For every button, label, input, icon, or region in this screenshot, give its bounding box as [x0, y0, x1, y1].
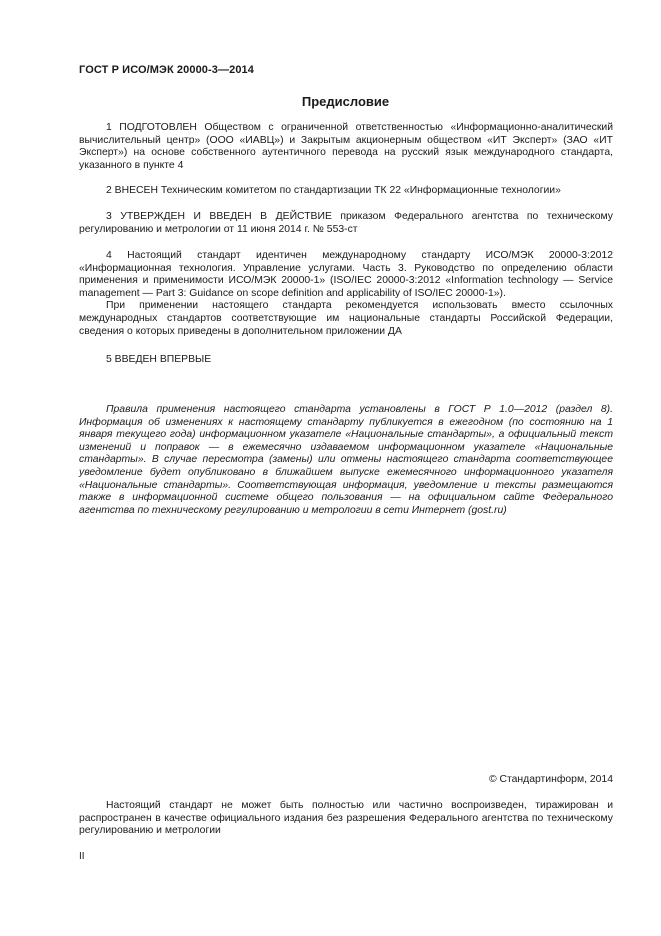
- copyright: © Стандартинформ, 2014: [488, 774, 613, 785]
- item-1-block: [79, 122, 613, 172]
- item-4-note: При применении настоящего стандарта рекомендуется использовать вместо ссылочных международных стандартов соответствующие им национальные стандарты Российской Федерации, сведения о которых приведены в дополнительном приложении ДА: [79, 300, 613, 337]
- document-header: ГОСТ Р ИСО/МЭК 20000-3—2014: [79, 64, 254, 76]
- item-1: 1 ПОДГОТОВЛЕН Обществом с ограниченной ответственностью «Информационно-аналитический вычислительный центр» (ООО «ИАВЦ») и Закрытым акционерным обществом «ИТ Эксперт» (ЗАО «ИТ Эксперт») на основе собственного аутентичного перевода на русский язык международного стандарта, указанного в пункте 4: [79, 122, 613, 171]
- item-2: 2 ВНЕСЕН Техническим комитетом по стандартизации ТК 22 «Информационные технологии»: [106, 185, 561, 196]
- item-3-block: [79, 211, 613, 236]
- rights-block: [79, 800, 613, 838]
- page-number: II: [79, 851, 85, 862]
- page-title: Предисловие: [301, 94, 390, 109]
- notice-block: [79, 404, 613, 517]
- item-5-block: [79, 354, 613, 367]
- notice-text: Правила применения настоящего стандарта установлены в ГОСТ Р 1.0—2012 (раздел 8). Информация об изменениях к настоящему стандарту публикуется в ежегодном (по состоянию на 1 января текущего года) информационном указателе «Национальные стандарты», а официальный текст изменений и поправок — в ежемесячно издаваемом информационном указателе «Национальные стандарты». В случае пересмотра (замены) или отмены настоящего стандарта соответствующее уведомление будет опубликовано в ближайшем выпуске ежемесячного информационного указателя «Национальные стандарты». Соответствующая информация, уведомление и тексты размещаются также в информационной системе общего пользования — на официальном сайте Федерального агентства по техническому регулированию и метрологии в сети Интернет (gost.ru): [79, 404, 613, 516]
- item-5: 5 ВВЕДЕН ВПЕРВЫЕ: [106, 354, 212, 365]
- item-4: 4 Настоящий стандарт идентичен международному стандарту ИСО/МЭК 20000-3:2012 «Информационная технология. Управление услугами. Часть 3. Руководство по определению области применения и применимости ИСО/МЭК 20000-1» (ISO/IEC 20000-3:2012 «Information technology — Service management — Part 3: Guidance on scope definition and applicability of ISO/IEC 20000-1»).: [79, 250, 613, 299]
- item-2-block: [79, 185, 613, 198]
- item-3: 3 УТВЕРЖДЕН И ВВЕДЕН В ДЕЙСТВИЕ приказом Федерального агентства по техническому регулированию и метрологии от 11 июня 2014 г. № 553-ст: [79, 211, 613, 235]
- item-4-block: [79, 250, 613, 338]
- rights-text: Настоящий стандарт не может быть полностью или частично воспроизведен, тиражирован и распространен в качестве официального издания без разрешения Федерального агентства по техническому регулированию и метрологии: [79, 800, 613, 837]
